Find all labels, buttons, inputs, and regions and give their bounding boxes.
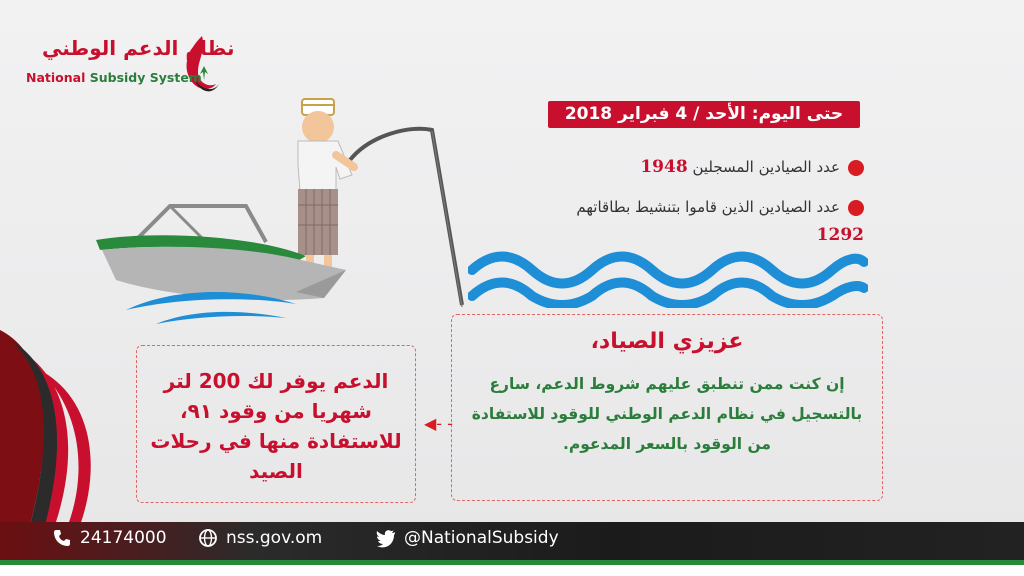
date-banner: حتى اليوم: الأحد / 4 فبراير 2018: [548, 101, 860, 128]
twitter-handle: @NationalSubsidy: [404, 528, 559, 548]
arrow-left-icon: ◀- -: [424, 414, 453, 433]
stat-label: عدد الصيادين المسجلين: [692, 158, 840, 176]
phone-icon: [52, 528, 72, 548]
stat-value: 1948: [640, 157, 688, 177]
phone-number: 24174000: [80, 528, 167, 548]
website-url: nss.gov.om: [226, 528, 323, 548]
contact-twitter[interactable]: [376, 528, 559, 548]
subsidy-info-box: [136, 345, 416, 503]
bullet-icon: [848, 200, 864, 216]
subsidy-info-text: الدعم يوفر لك 200 لتر شهريا من وقود ٩١، للاستفادة منها في رحلات الصيد: [150, 369, 402, 483]
stat-activated-cards: [554, 193, 864, 249]
message-body: إن كنت ممن تنطبق عليهم شروط الدعم، سارع بالتسجيل في نظام الدعم الوطني للوقود للاستفادة من الوقود بالسعر المدعوم.: [471, 375, 863, 453]
message-box: [451, 314, 883, 501]
bullet-icon: [848, 160, 864, 176]
logo-english-text: National Subsidy System: [26, 70, 202, 85]
globe-icon: [198, 528, 218, 548]
contact-website[interactable]: [198, 528, 322, 548]
twitter-icon: [376, 528, 396, 548]
message-title: عزيزي الصياد،: [590, 329, 744, 354]
stat-label: عدد الصيادين الذين قاموا بتنشيط بطاقاتهم: [576, 198, 840, 216]
logo-arabic-text: نظام الدعم الوطني: [42, 36, 235, 60]
waves-illustration: [468, 248, 868, 308]
decorative-swoosh: [0, 330, 110, 525]
stat-registered-fishermen: [640, 157, 864, 177]
boat-illustration: [96, 200, 376, 330]
stat-value: 1292: [816, 225, 864, 245]
contact-phone[interactable]: [52, 528, 167, 548]
footer-stripe: [0, 560, 1024, 576]
